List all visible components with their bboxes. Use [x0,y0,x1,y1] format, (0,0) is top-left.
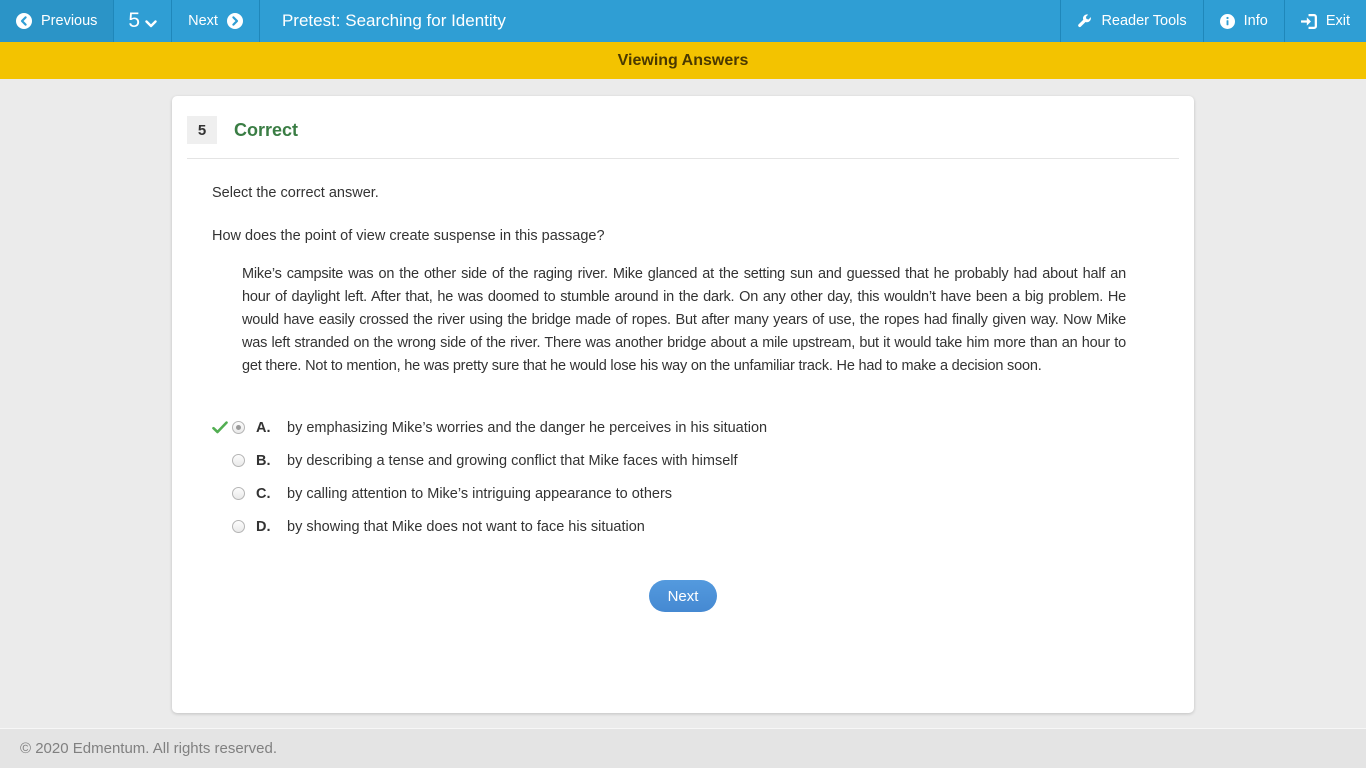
question-prompt: How does the point of view create suspense in this passage? [212,228,605,244]
option-letter: D. [256,518,271,535]
next-nav-button[interactable] [172,0,260,42]
banner-text: Viewing Answers [617,51,749,69]
next-nav-label: Next [188,13,218,29]
info-button[interactable] [1203,0,1284,42]
correct-check-icon [212,421,230,434]
exit-label: Exit [1325,13,1350,29]
answer-option-c[interactable] [212,477,1154,510]
circle-arrow-left-icon [16,13,32,29]
question-body [187,185,1179,612]
option-text: by calling attention to Mike’s intriguing appearance to others [287,485,673,502]
question-card [172,96,1194,713]
instruction-text: Select the correct answer. [212,185,379,201]
radio-button-d[interactable] [232,520,245,533]
page-title: Pretest: Searching for Identity [281,11,506,30]
question-header [187,116,1179,159]
radio-button-b[interactable] [232,454,245,467]
nav-right-group [1060,0,1366,42]
top-navigation-bar [0,0,1366,42]
next-button[interactable]: Next [649,580,717,612]
reader-tools-button[interactable] [1060,0,1202,42]
page-footer [0,728,1366,768]
previous-label: Previous [41,13,98,29]
correct-status-label: Correct [234,119,299,140]
radio-button-c[interactable] [232,487,245,500]
option-letter: B. [256,452,271,469]
previous-button[interactable] [0,0,114,42]
sign-out-icon [1301,14,1317,29]
option-letter: A. [256,419,271,436]
chevron-down-icon [145,20,157,28]
option-text: by emphasizing Mike’s worries and the danger he perceives in his situation [287,419,768,436]
info-circle-icon [1220,14,1235,29]
option-text: by showing that Mike does not want to face his situation [287,518,645,535]
viewing-answers-banner [0,42,1366,79]
copyright-text: © 2020 Edmentum. All rights reserved. [20,740,278,757]
circle-arrow-right-icon [227,13,243,29]
question-number-value: 5 [128,9,141,32]
info-label: Info [1243,13,1268,29]
answer-option-b[interactable] [212,444,1154,477]
option-text: by describing a tense and growing conflict that Mike faces with himself [287,452,738,469]
answer-option-a[interactable] [212,411,1154,444]
exit-button[interactable] [1284,0,1366,42]
option-letter: C. [256,485,271,502]
passage-text: Mike’s campsite was on the other side of the raging river. Mike glanced at the setting sun and guessed that he probably had about half an hour of daylight left. After that, he was doomed to stumble around in the dark. On any other day, this wouldn’t have been a big problem. He would have easily crossed the river using the bridge made of ropes. But after many years of use, the ropes had finally given way. Now Mike was left stranded on the wrong side of the river. There was another bridge about a mile upstream, but it would take him more than an hour to get there. Not to mention, he was pretty sure that he would lose his way on the unfamiliar track. He had to make a decision soon. [242,266,1126,374]
question-number-dropdown[interactable] [114,0,172,42]
main-content [0,79,1366,728]
answer-options [212,411,1154,543]
question-number-box: 5 [187,116,217,144]
radio-button-a[interactable] [232,421,245,434]
answer-option-d[interactable] [212,510,1154,543]
wrench-icon [1077,14,1092,29]
next-button-container [212,580,1154,612]
nav-left-group [0,0,260,42]
reader-tools-label: Reader Tools [1101,13,1187,29]
